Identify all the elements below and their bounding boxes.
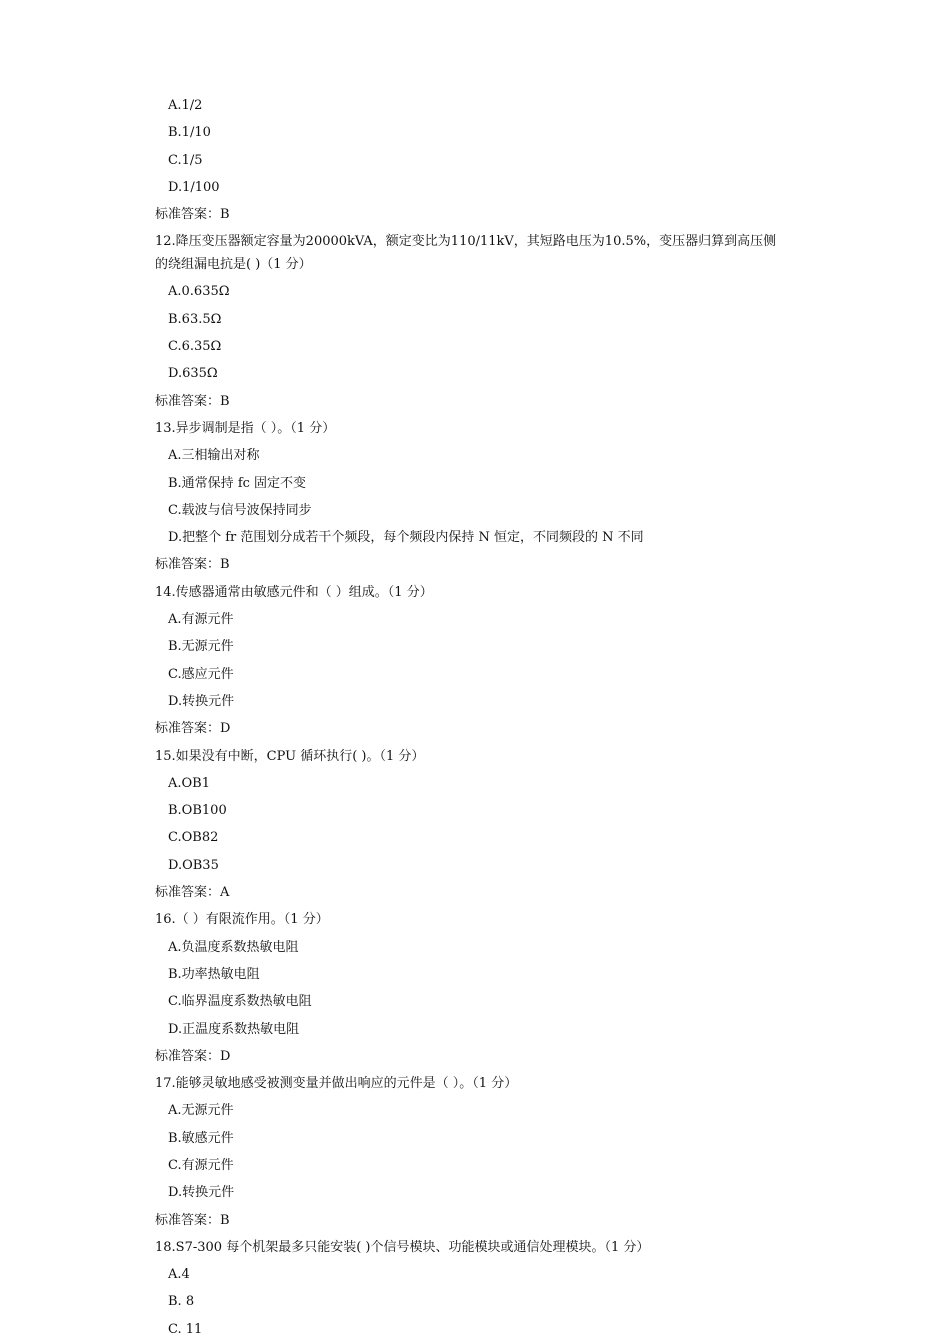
question-16 (155, 906, 815, 1070)
question-15 (155, 743, 815, 907)
option-a: A.有源元件 (168, 612, 234, 628)
answer-value: B (220, 393, 230, 409)
option-a: A.1/2 (168, 98, 203, 113)
answer-label: 标准答案： (155, 207, 221, 223)
question-text: 13.异步调制是指（ ）。（1 分） (155, 420, 336, 436)
question-18 (155, 1234, 815, 1343)
question-14 (155, 579, 815, 743)
option-c: C.OB82 (168, 830, 219, 846)
question-17 (155, 1070, 815, 1234)
option-b: B.通常保持 fc 固定不变 (168, 475, 307, 491)
option-c: C. 11 (168, 1321, 203, 1337)
answer-value: B (220, 1212, 230, 1228)
question-13 (155, 415, 815, 579)
answer-value: B (220, 557, 230, 573)
question-text: 17.能够灵敏地感受被测变量并做出响应的元件是（ ）。（1 分） (155, 1076, 518, 1092)
answer-value: B (220, 207, 230, 223)
answer-label: 标准答案： (155, 885, 221, 901)
question-12 (155, 228, 815, 414)
standard-answer (155, 201, 815, 228)
option-d: D.把整个 fr 范围划分成若干个频段，每个频段内保持 N 恒定，不同频段的 N 不同 (168, 530, 644, 546)
question-list (155, 92, 815, 1343)
option-a: A.OB1 (168, 775, 211, 791)
question-11 (155, 92, 815, 228)
answer-label: 标准答案： (155, 393, 221, 409)
answer-value: D (220, 1048, 231, 1064)
question-text-line-2: 的绕组漏电抗是( )（1 分） (155, 257, 312, 273)
option-c: C.临界温度系数热敏电阻 (168, 994, 312, 1010)
answer-value: A (220, 885, 230, 901)
option-c: C.感应元件 (168, 666, 234, 682)
question-text: 14.传感器通常由敏感元件和（ ）组成。（1 分） (155, 584, 433, 600)
question-text: 18.S7-300 每个机架最多只能安装( )个信号模块、功能模块或通信处理模块。（1 分） (155, 1239, 650, 1255)
option-c: C.载波与信号波保持同步 (168, 502, 312, 518)
option-b: B.63.5Ω (168, 311, 222, 327)
answer-label: 标准答案： (155, 1212, 221, 1228)
question-text: 15.如果没有中断，CPU 循环执行( )。（1 分） (155, 748, 425, 764)
option-b: B. 8 (168, 1294, 195, 1310)
option-b: B.功率热敏电阻 (168, 966, 260, 982)
option-b: B.无源元件 (168, 639, 234, 655)
answer-label: 标准答案： (155, 721, 221, 737)
option-d: D.转换元件 (168, 693, 235, 709)
option-b: B.敏感元件 (168, 1130, 234, 1146)
option-d: D.转换元件 (168, 1185, 235, 1201)
option-b: B.1/10 (168, 125, 211, 141)
option-d: D.1/100 (168, 179, 220, 195)
question-text (155, 228, 815, 278)
option-c: C.6.35Ω (168, 339, 222, 355)
question-text: 16.（ ）有限流作用。（1 分） (155, 912, 329, 928)
option-d: D.OB35 (168, 857, 219, 873)
option-a: A.无源元件 (168, 1103, 234, 1119)
standard-answer (155, 1207, 815, 1234)
answer-label: 标准答案： (155, 1048, 221, 1064)
option-b: B.OB100 (168, 803, 227, 819)
option-c: C.有源元件 (168, 1157, 234, 1173)
option-a: A.三相输出对称 (168, 448, 260, 464)
option-c: C.1/5 (168, 152, 203, 168)
option-a: A.4 (168, 1267, 190, 1283)
standard-answer (155, 879, 815, 906)
question-text-line-1: 12.降压变压器额定容量为20000kVA，额定变比为110/11kV，其短路电压为10.5%，变压器归算到高压侧 (155, 234, 777, 250)
standard-answer (155, 551, 815, 578)
option-a: A.负温度系数热敏电阻 (168, 939, 299, 955)
option-d: D.635Ω (168, 366, 218, 382)
standard-answer (155, 1043, 815, 1070)
option-d: D.正温度系数热敏电阻 (168, 1021, 300, 1037)
standard-answer (155, 715, 815, 742)
answer-value: D (220, 721, 231, 737)
option-a: A.0.635Ω (168, 284, 230, 300)
answer-label: 标准答案： (155, 557, 221, 573)
standard-answer (155, 388, 815, 415)
